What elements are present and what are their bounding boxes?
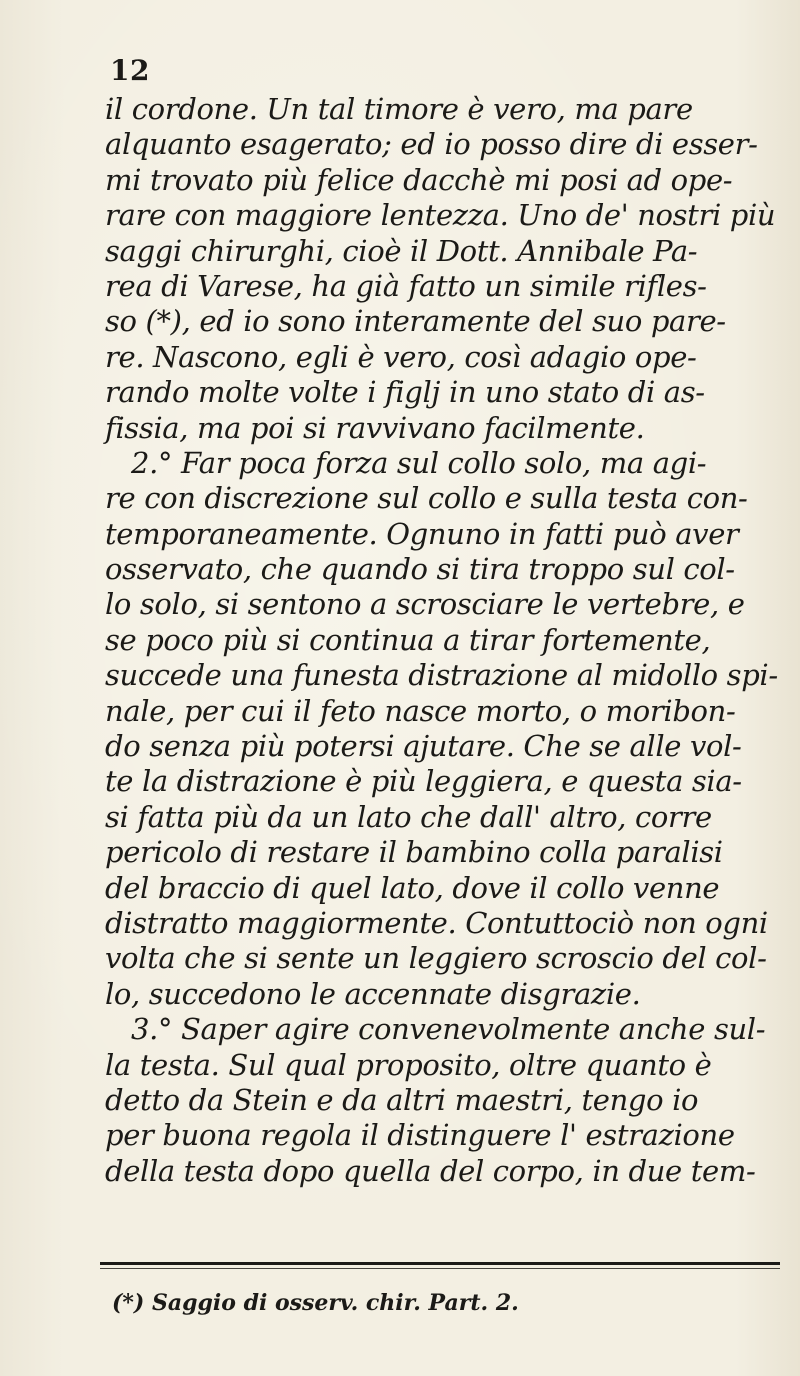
page-number: 12	[110, 54, 150, 87]
paragraph-start-line: 2.° Far poca forza sul collo solo, ma agi-	[131, 445, 707, 480]
text-line: il cordone. Un tal timore è vero, ma pare	[105, 92, 693, 126]
paragraph-start-line: 3.° Saper agire convenevolmente anche sul-	[131, 1012, 766, 1047]
text-line: alquanto esagerato; ed io posso dire di esser-	[105, 127, 758, 162]
text-line: distratto maggiormente. Contuttociò non ogni	[105, 905, 768, 940]
text-line: volta che si sente un leggiero scroscio del col-	[105, 941, 767, 976]
text-line: re con discrezione sul collo e sulla testa con-	[105, 481, 748, 516]
text-line: lo solo, si sentono a scrosciare le vertebre, e	[105, 587, 745, 622]
text-line: do senza più potersi ajutare. Che se alle vol-	[105, 729, 742, 764]
text-line: re. Nascono, egli è vero, così adagio ope-	[105, 339, 697, 374]
text-line: si fatta più da un lato che dall' altro, corre	[105, 799, 712, 834]
text-line: della testa dopo quella del corpo, in due tem-	[105, 1153, 756, 1188]
text-line: temporaneamente. Ognuno in fatti può aver	[105, 516, 739, 551]
text-line: so (*), ed io sono interamente del suo pare-	[105, 304, 726, 339]
text-line: pericolo di restare il bambino colla paralisi	[105, 835, 723, 870]
footnote-divider-thin	[100, 1268, 780, 1269]
text-line: rea di Varese, ha già fatto un simile rifles-	[105, 268, 707, 303]
text-line: rare con maggiore lentezza. Uno de' nostri più	[105, 198, 776, 233]
text-line: succede una funesta distrazione al midollo spi-	[105, 658, 778, 693]
text-line: se poco più si continua a tirar fortemente,	[105, 622, 711, 657]
body-text	[105, 92, 777, 1189]
text-line: rando molte volte i figlj in uno stato di as-	[105, 375, 705, 410]
text-line: fissia, ma poi si ravvivano facilmente.	[105, 410, 645, 445]
text-line: per buona regola il distinguere l' estrazione	[105, 1118, 735, 1153]
text-line: osservato, che quando si tira troppo sul col-	[105, 552, 735, 587]
text-line: te la distrazione è più leggiera, e questa sia-	[105, 764, 742, 799]
text-line: del braccio di quel lato, dove il collo venne	[105, 870, 720, 905]
footnote-divider	[100, 1262, 780, 1265]
text-line: mi trovato più felice dacchè mi posi ad ope-	[105, 162, 733, 197]
text-line: detto da Stein e da altri maestri, tengo io	[105, 1082, 699, 1117]
text-line: lo, succedono le accennate disgrazie.	[105, 976, 641, 1011]
text-line: saggi chirurghi, cioè il Dott. Annibale Pa-	[105, 233, 698, 268]
footnote: (*) Saggio di osserv. chir. Part. 2.	[112, 1290, 519, 1316]
text-line: nale, per cui il feto nasce morto, o moribon-	[105, 693, 736, 728]
text-line: la testa. Sul qual proposito, oltre quanto è	[105, 1047, 712, 1082]
